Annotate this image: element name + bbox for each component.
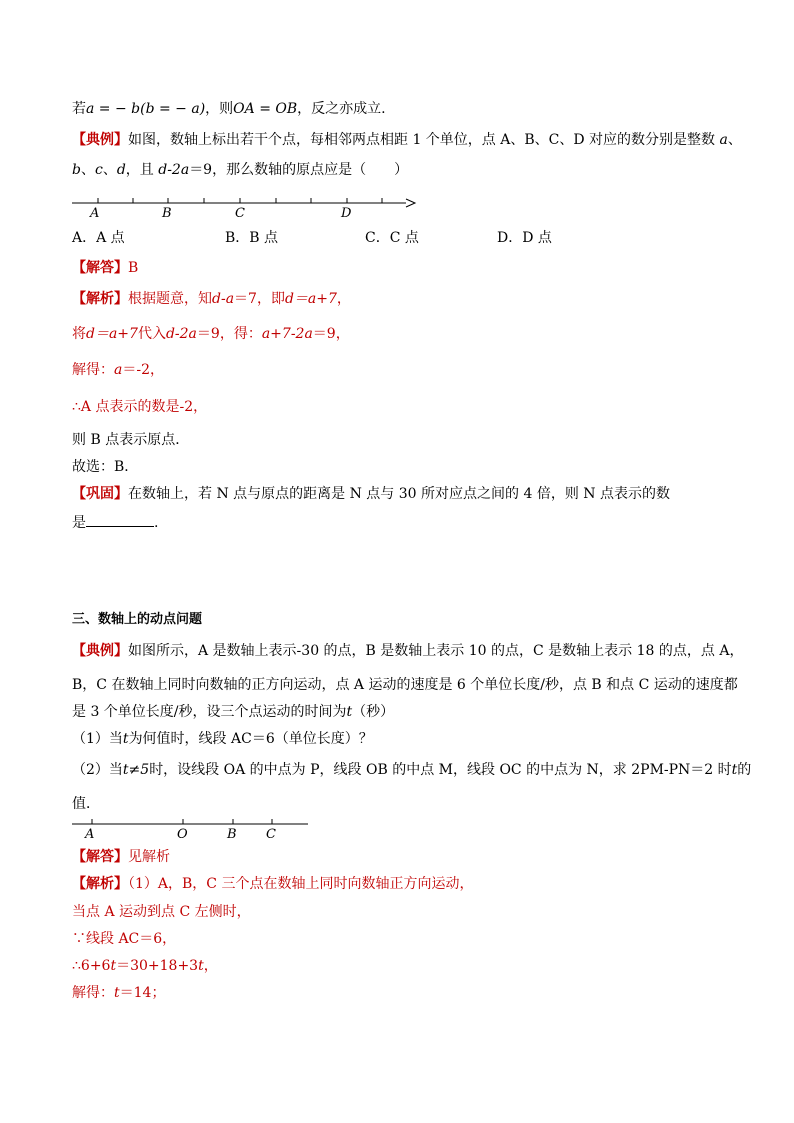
consolidate-question-line1: 【巩固】在数轴上，若 N 点与原点的距离是 N 点与 30 所对应点之间的 4 倍，则 N 点表示的数 <box>72 486 670 502</box>
section3-part2-line1: （2）当t≠5时，设线段 OA 的中点为 P，线段 OB 的中点 M，线段 OC 的中点为 N，求 2PM-PN＝2 时t的 <box>72 762 752 778</box>
math-oa-eq-ob: OA = OB <box>233 101 298 117</box>
example1-question-line1: 【典例】如图，数轴上标出若干个点，每相邻两点相距 1 个单位，点 A、B、C、D 对应的数分别是整数 a、 <box>72 132 742 148</box>
axis-label-b: B <box>227 827 237 842</box>
math-b-eq-neg-a: (b = − a) <box>140 101 206 117</box>
option-a[interactable]: A．A 点 <box>72 230 125 246</box>
example1-answer: 【解答】B <box>72 260 139 276</box>
axis-label-a: A <box>90 206 100 221</box>
option-b[interactable]: B．B 点 <box>225 230 279 246</box>
option-d[interactable]: D．D 点 <box>497 230 552 246</box>
example1-analysis-line3: 解得：a＝-2， <box>72 362 164 378</box>
axis-label-a: A <box>85 827 95 842</box>
number-line-1 <box>70 192 420 222</box>
axis-label-b: B <box>162 206 172 221</box>
section3-analysis-line5: 解得：t＝14； <box>72 985 166 1001</box>
section3-answer: 【解答】见解析 <box>72 849 170 865</box>
section3-question-line2: B，C 在数轴上同时向数轴的正方向运动，点 A 运动的速度是 6 个单位长度/秒，点 B 和点 C 运动的速度都 <box>72 677 738 693</box>
example1-analysis-line1: 【解析】根据题意，知d-a＝7，即d＝a+7， <box>72 291 351 307</box>
section3-question-line1: 【典例】如图所示，A 是数轴上表示-30 的点，B 是数轴上表示 10 的点，C 是数轴上表示 18 的点，点 A， <box>72 643 744 659</box>
consolidate-question-line2: 是 . <box>72 512 158 532</box>
section3-part1: （1）当t为何值时，线段 AC＝6（单位长度）？ <box>72 731 373 747</box>
axis-label-o: O <box>177 827 188 842</box>
section3-analysis-line1: 【解析】（1）A，B，C 三个点在数轴上同时向数轴正方向运动， <box>72 876 474 892</box>
math-a-eq-neg-b: a = − b <box>86 101 141 117</box>
number-line-2 <box>70 815 315 843</box>
axis-arrow-icon <box>406 199 415 207</box>
example1-analysis-line5: 则 B 点表示原点． <box>72 432 190 448</box>
axis-ticks <box>92 819 272 824</box>
option-c[interactable]: C．C 点 <box>365 230 419 246</box>
axis-label-c: C <box>266 827 276 842</box>
section3-title: 三、数轴上的动点问题 <box>72 612 203 627</box>
answer-blank[interactable] <box>86 512 154 527</box>
intro-line: 若a = − b(b = − a)，则OA = OB，反之亦成立. <box>72 101 386 117</box>
section3-analysis-line3: ∵线段 AC＝6， <box>72 931 177 947</box>
example1-question-line2: b、c、d，且 d-2a＝9，那么数轴的原点应是（ ） <box>72 162 409 178</box>
example1-analysis-line6: 故选：B． <box>72 459 139 475</box>
section3-analysis-line4: ∴6+6t＝30+18+3t， <box>72 958 218 974</box>
axis-label-c: C <box>235 206 245 221</box>
section3-question-line3: 是 3 个单位长度/秒，设三个点运动的时间为t（秒） <box>72 704 395 720</box>
section3-part2-line2: 值． <box>72 796 100 812</box>
example-tag: 【典例】 <box>72 132 128 148</box>
example1-analysis-line2: 将d＝a+7代入d-2a＝9，得：a+7-2a＝9， <box>72 326 350 342</box>
section3-analysis-line2: 当点 A 运动到点 C 左侧时， <box>72 904 251 920</box>
axis-ticks <box>98 198 382 203</box>
example1-analysis-line4: ∴A 点表示的数是-2， <box>72 399 208 415</box>
axis-label-d: D <box>341 206 352 221</box>
